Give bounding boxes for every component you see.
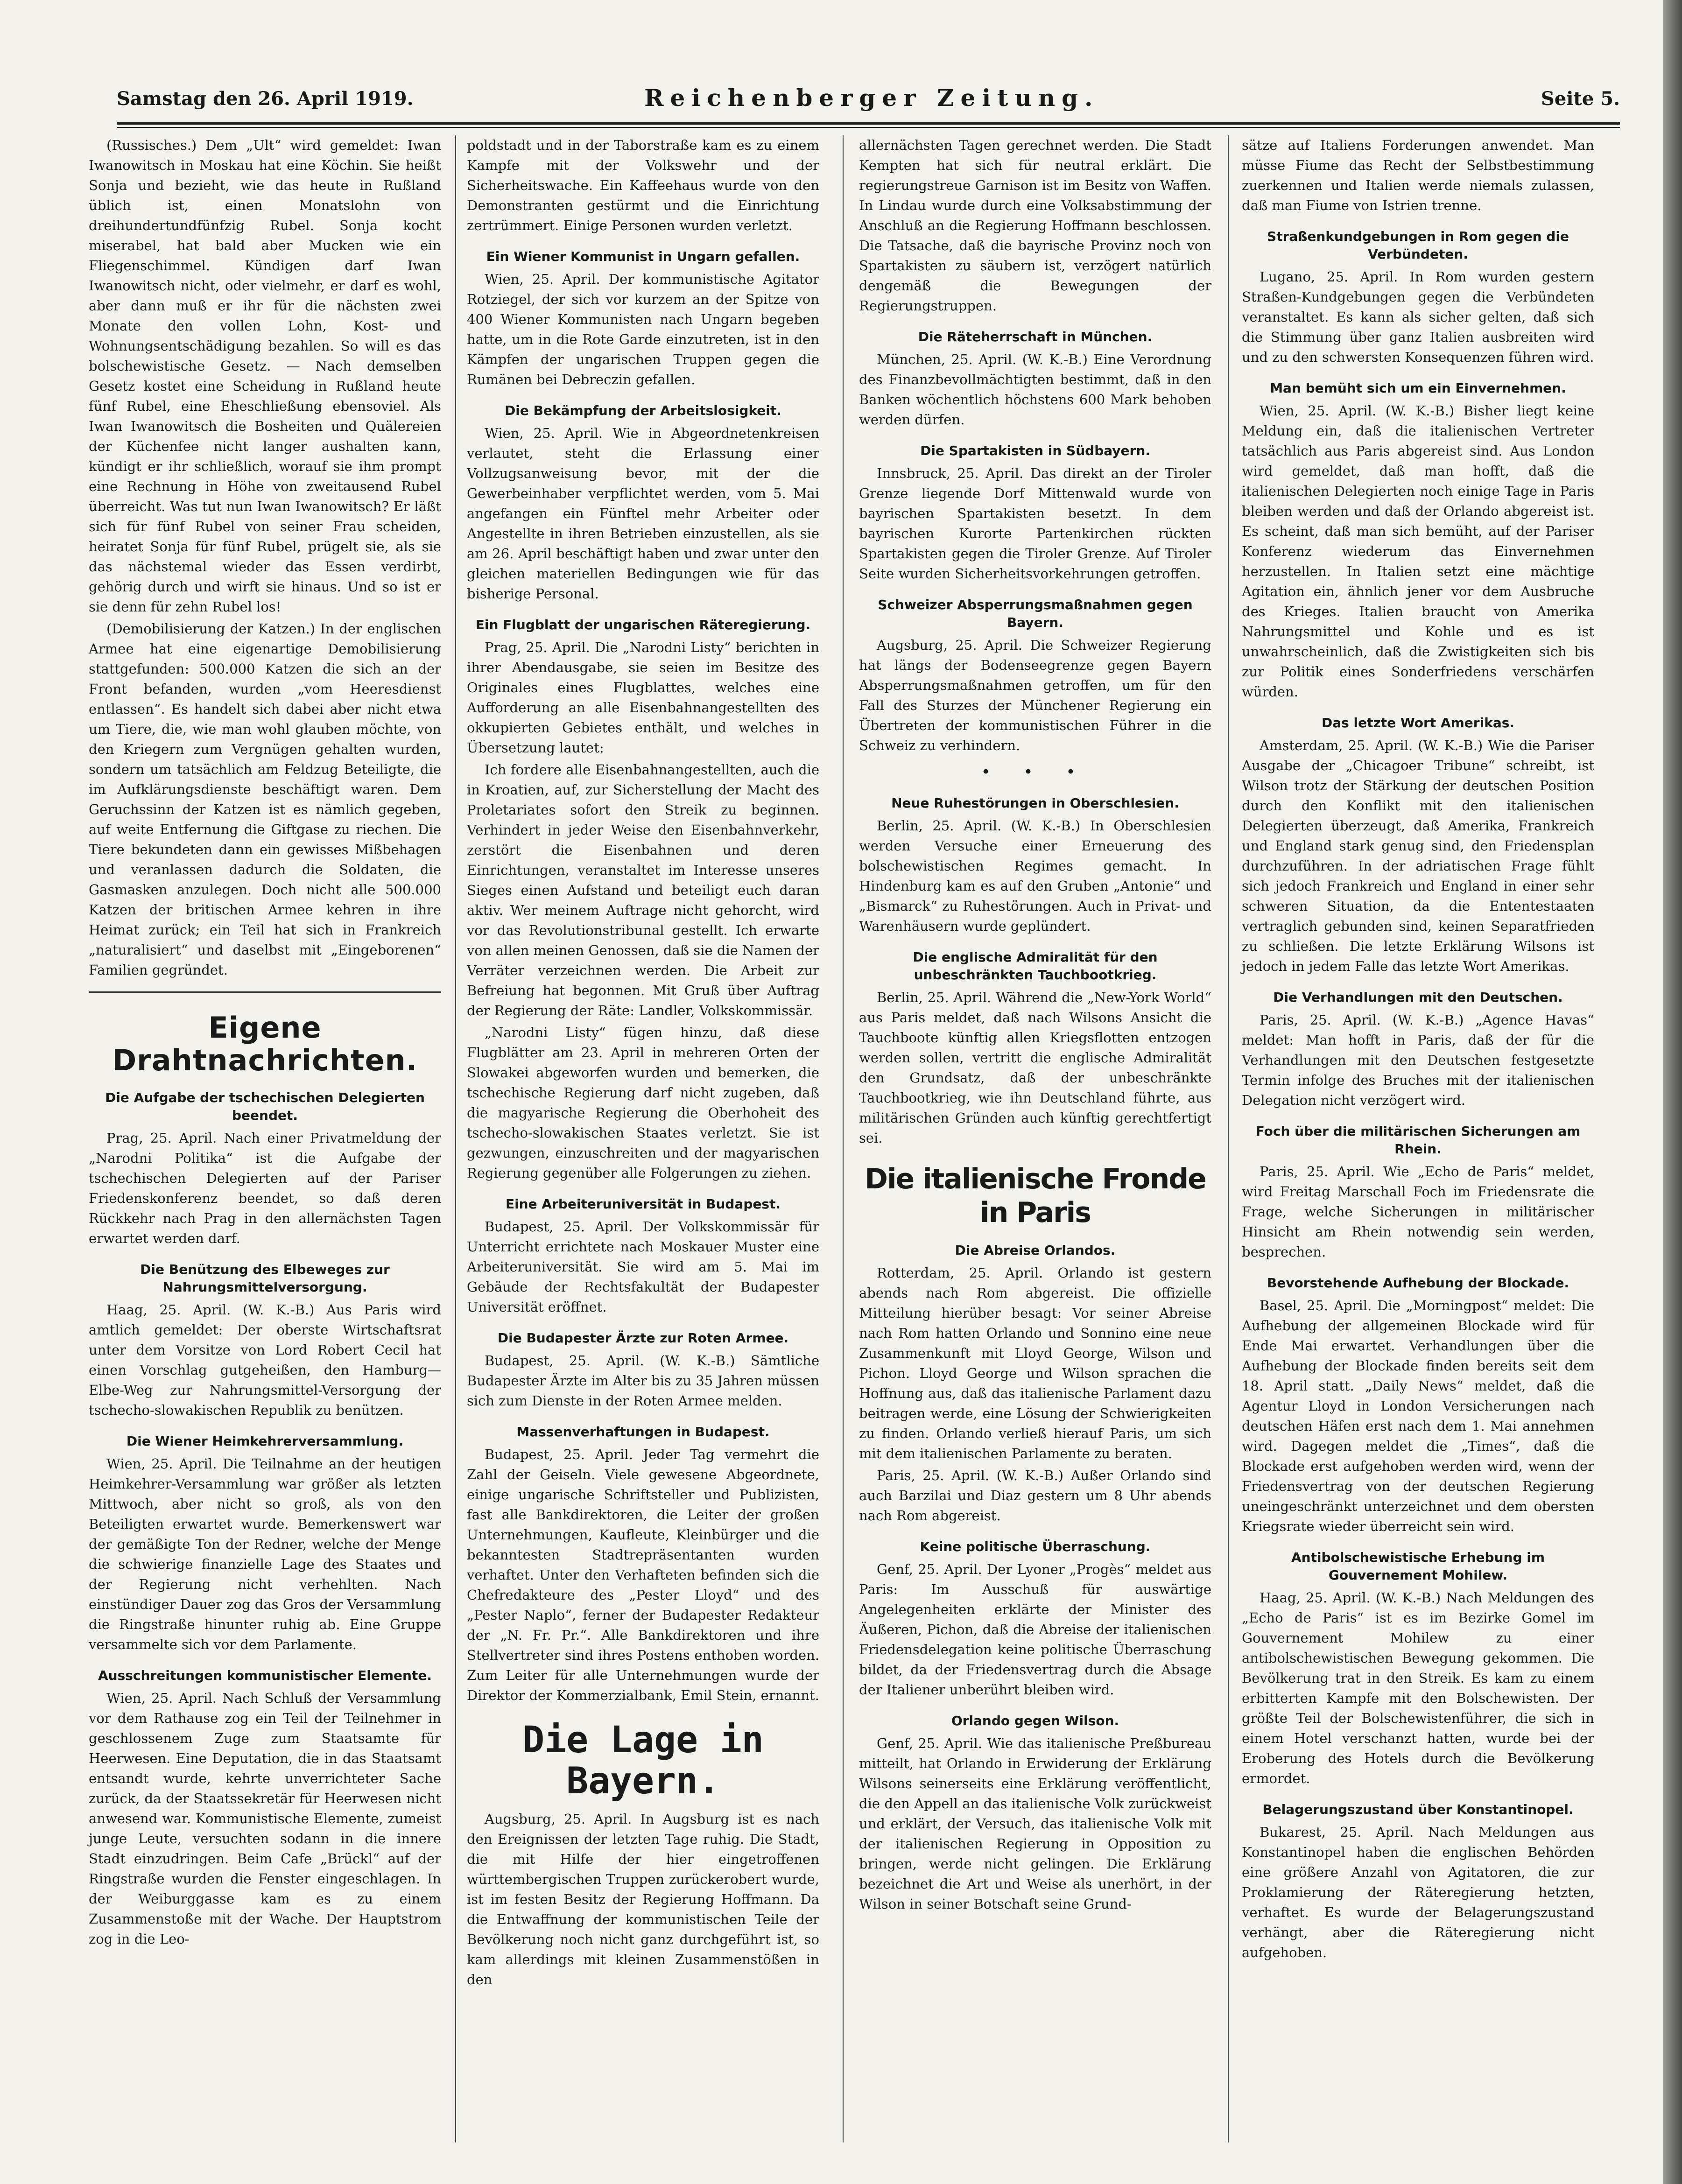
article-paragraph: Wien, 25. April. Die Teilnahme an der heutigen Heimkehrer-Versammlung war größer als letzten Mittwoch, aber nicht so groß, als von den Beteiligten erwartet wurde. Bemerkenswert war der gemäßigte Ton der Redner, welche der Menge die schwierige finanzielle Lage des Staates und der Regierung nicht verhehlten. Nach einstündiger Dauer zog das Gros der Versammlung die Ringstraße hinunter ruhig ab. Eine Gruppe versammelte sich vor dem Parlamente. bbox=[89, 1456, 441, 1652]
article-paragraph: Genf, 25. April. Der Lyoner „Progès“ meldet aus Paris: Im Ausschuß für auswärtige Angelegenheiten erklärte der Minister des Äußeren, Pichon, daß die Abreise der italienischen Friedensdelegation keine politische Überraschung bildet, da der Friedensvertrag durch die Absage der Italiener unberührt bleiben wird. bbox=[859, 1561, 1211, 1698]
article-paragraph: Paris, 25. April. Wie „Echo de Paris“ meldet, wird Freitag Marschall Foch im Friedensrate die Frage, welche Sicherungen in militärischer Hinsicht am Rhein notwendig sein werden, besprechen. bbox=[1242, 1164, 1594, 1260]
article-paragraph: Genf, 25. April. Wie das italienische Preßbureau mitteilt, hat Orlando in Erwiderung der Erklärung Wilsons seinerseits eine Erklärung veröffentlicht, die den Appell an das italienische Volk zurückweist und erklärt, der Versuch, das italienische Volk mit der italienischen Regierung in Opposition zu bringen, werde nicht gelingen. Die Erklärung bezeichnet die Art und Weise als unerhört, in der Wilson in seiner Botschaft seine Grund- bbox=[859, 1735, 1211, 1912]
page-number: Seite 5. bbox=[1541, 88, 1620, 110]
article-headline: Die Benützung des Elbeweges zur Nahrungsmittelversorgung. bbox=[140, 1262, 390, 1295]
page-header bbox=[117, 79, 1620, 117]
article-paragraph: Wien, 25. April. Wie in Abgeordnetenkreisen verlautet, steht die Erlassung einer Vollzugsanweisung bevor, mit der die Gewerbeinhaber verpflichtet werden, vom 5. Mai angefangen ein Fünftel mehr Arbeiter oder Angestellte in ihren Betrieben einzustellen, als sie am 26. April beschäftigt haben und zwar unter den gleichen materiellen Bedingungen wie für das bisherige Personal. bbox=[467, 425, 819, 602]
article-paragraph: Basel, 25. April. Die „Morningpost“ meldet: Die Aufhebung der allgemeinen Blockade wird für Ende Mai erwartet. Verhandlungen über die Aufhebung der Blockade finden bereits seit dem 18. April statt. „Daily News“ meldet, daß die Agentur Lloyd in London Versicherungen nach deutschen Häfen erst nach dem 1. Mai annehmen wird. Dagegen meldet die „Times“, daß die Blockade erst aufgehoben werden wird, wenn der Friedensvertrag von der deutschen Regierung uneingeschränkt unterzeichnet und dem obersten Kriegsrate wieder überreicht sein wird. bbox=[1242, 1298, 1594, 1534]
article-paragraph: Bukarest, 25. April. Nach Meldungen aus Konstantinopel haben die englischen Behörden eine größere Anzahl von Agitatoren, die zur Proklamierung der Räteregierung hetzten, verhaftet. Es wurde der Belagerungszustand verhängt, aber die Räteregierung nicht aufgehoben. bbox=[1242, 1824, 1594, 1960]
article-paragraph: Budapest, 25. April. (W. K.-B.) Sämtliche Budapester Ärzte im Alter bis zu 35 Jahren müssen sich zum Dienste in der Roten Armee melden. bbox=[467, 1353, 819, 1409]
article-paragraph: Wien, 25. April. Nach Schluß der Versammlung vor dem Rathause zog ein Teil der Teilnehmer in geschlossenem Zuge zum Staatsamte für Heerwesen. Eine Deputation, die in das Staatsamt entsandt wurde, kehrte unverrichteter Sache zurück, da der Staatssekretär für Heerwesen nicht anwesend war. Kommunistische Elemente, zumeist junge Leute, versuchten sodann in die innere Stadt einzudringen. Beim Cafe „Brückl“ auf der Ringstraße wurden die Fenster eingeschlagen. In der Weiburggasse kam es zu einem Zusammenstoße mit der Wache. Der Hauptstrom zog in die Leo- bbox=[89, 1690, 441, 1947]
article-headline: Man bemüht sich um ein Einvernehmen. bbox=[1270, 380, 1566, 396]
article-paragraph: Budapest, 25. April. Der Volkskommissär für Unterricht errichtete nach Moskauer Muster eine Arbeiteruniversität. Sie wird am 5. Mai im Gebäude der Rechtsfakultät der Budapester Universität eröffnet. bbox=[467, 1219, 819, 1315]
article-headline: Die Spartakisten in Südbayern. bbox=[920, 443, 1150, 458]
article-paragraph: Prag, 25. April. Die „Narodni Listy“ berichten in ihrer Abendausgabe, sie seien im Besitze des Originales eines Flugblattes, welches eine Aufforderung an alle Eisenbahnangestellten des okkupierten Gebietes enthält, und welches in Übersetzung lautet: bbox=[467, 639, 819, 756]
article-paragraph: Wien, 25. April. (W. K.-B.) Bisher liegt keine Meldung ein, daß die italienischen Vertreter tatsächlich aus Paris abgereist sind. Aus London wird gemeldet, daß man hofft, daß die italienischen Delegierten noch einige Tage in Paris bleiben werden und daß der Orlando abgereist ist. Es scheint, daß man sich bemüht, auf der Pariser Konferenz wiederum das Einvernehmen herzustellen. In Italien setzt eine mächtige Agitation ein, ähnlich jener vor dem Ausbruche des Krieges. Italien braucht von Amerika Nahrungsmittel und Kohle und es ist unwahrscheinlich, daß die Zwistigkeiten sich bis zur Politik eines Sonderfriedens verschärfen würden. bbox=[1242, 403, 1594, 700]
article-paragraph: Haag, 25. April. (W. K.-B.) Aus Paris wird amtlich gemeldet: Der oberste Wirtschaftsrat unter dem Vorsitze von Lord Robert Cecil hat einen Vorschlag gutgeheißen, den Hamburg—Elbe-Weg zur Nahrungsmittel-Versorgung der tschecho-slowakischen Republik zu benützen. bbox=[89, 1302, 441, 1418]
article-headline: Eine Arbeiteruniversität in Budapest. bbox=[505, 1196, 781, 1212]
article-headline: Neue Ruhestörungen in Oberschlesien. bbox=[891, 795, 1179, 811]
article-headline: Belagerungszustand über Konstantinopel. bbox=[1262, 1802, 1574, 1817]
article-headline: Die Aufgabe der tschechischen Delegierten beendet. bbox=[105, 1090, 425, 1123]
article-paragraph: Augsburg, 25. April. Die Schweizer Regierung hat längs der Bodenseegrenze gegen Bayern Absperrungsmaßnahmen getroffen, um für den Fall des Sturzes der Münchener Regierung ein Übertreten der kommunistischen Führer in die Schweiz zu verhindern. bbox=[859, 637, 1211, 753]
article-headline: Straßenkundgebungen in Rom gegen die Verbündeten. bbox=[1267, 229, 1569, 262]
article-paragraph: Augsburg, 25. April. In Augsburg ist es nach den Ereignissen der letzten Tage ruhig. Die Stadt, die mit Hilfe der hier eingetroffenen württembergischen Truppen zurückerobert wurde, ist im festen Besitz der Regierung Hoffmann. Da die Entwaffnung der kommunistischen Teile der Bevölkerung noch nicht ganz durchgeführt ist, so kam allerdings mit kleinen Zusammenstößen in den bbox=[467, 1811, 819, 1987]
article-paragraph: Haag, 25. April. (W. K.-B.) Nach Meldungen des „Echo de Paris“ ist es im Bezirke Gomel im Gouvernement Mohilew zu einer antibolschewistischen Bewegung gekommen. Die Bevölkerung trat in den Streik. Es kam zu einem erbitterten Kampfe mit den Bolschewisten. Der größte Teil der Bolschewistenführer, die sich in einem Hotel verschanzt hatten, wurde bei der Eroberung des Hotels durch die Bevölkerung ermordet. bbox=[1242, 1590, 1594, 1786]
article-headline: Die englische Admiralität für den unbeschränkten Tauchbootkrieg. bbox=[913, 949, 1158, 983]
article-paragraph: Wien, 25. April. Der kommunistische Agitator Rotziegel, der sich vor kurzem an der Spitze von 400 Wiener Kommunisten nach Ungarn begeben hatte, um in die Rote Garde einzutreten, ist in den Kämpfen der ungarischen Truppen gegen die Rumänen bei Debreczin gefallen. bbox=[467, 271, 819, 387]
article-paragraph: Paris, 25. April. (W. K.-B.) „Agence Havas“ meldet: Man hofft in Paris, daß der für die Verhandlungen mit den Deutschen festgesetzte Termin infolge des Bruches mit der italienischen Delegation nicht verzögert wird. bbox=[1242, 1012, 1594, 1108]
feature-headline: Die italienische Fronde in Paris bbox=[865, 1163, 1206, 1229]
article-paragraph: Lugano, 25. April. In Rom wurden gestern Straßen-Kundgebungen gegen die Verbündeten veranstaltet. Es kann als sicher gelten, daß sich die Stimmung über ganz Italien ausbreiten wird und zu den schwersten Konsequenzen führen wird. bbox=[1242, 269, 1594, 365]
article-headline: Die Abreise Orlandos. bbox=[955, 1243, 1116, 1258]
header-rule bbox=[117, 122, 1620, 125]
column-divider bbox=[1228, 135, 1229, 2142]
article-headline: Bevorstehende Aufhebung der Blockade. bbox=[1267, 1275, 1569, 1291]
article-headline: Die Bekämpfung der Arbeitslosigkeit. bbox=[505, 403, 781, 418]
article-headline: Die Räteherrschaft in München. bbox=[918, 329, 1153, 344]
article-headline: Das letzte Wort Amerikas. bbox=[1321, 715, 1515, 730]
issue-date: Samstag den 26. April 1919. bbox=[117, 88, 414, 110]
scan-edge-shadow bbox=[1663, 0, 1682, 2184]
article-paragraph: poldstadt und in der Taborstraße kam es zu einem Kampfe mit der Volkswehr und der Sicherheitswache. Ein Kaffeehaus wurde von den Demonstranten gestürmt und die Einrichtung zertrümmert. Einige Personen wurden verletzt. bbox=[467, 137, 819, 233]
article-headline: Ausschreitungen kommunistischer Elemente. bbox=[98, 1668, 432, 1683]
article-paragraph: Amsterdam, 25. April. (W. K.-B.) Wie die Pariser Ausgabe der „Chicagoer Tribune“ schreibt, ist Wilson trotz der Stärkung der deutschen Position durch den Konflikt mit den italienischen Delegierten überzeugt, daß Amerika, Frankreich und England stark genug sind, den Friedensplan durchzuführen. In der adriatischen Frage fühlt sich jedoch Frankreich und England in einer sehr schweren Situation, da die Ententestaaten vertraglich gebunden sind, keinen Separatfrieden zu schließen. Die letzte Erklärung Wilsons ist jedoch in jedem Falle das letzte Wort Amerikas. bbox=[1242, 737, 1594, 974]
header-rule-thin bbox=[117, 127, 1620, 128]
column-1 bbox=[89, 135, 441, 1947]
article-paragraph: Berlin, 25. April. Während die „New-York World“ aus Paris meldet, daß nach Wilsons Ansicht die Tauchboote künftig allen Kriegsflotten entzogen werden sollen, vertritt die englische Admiralität den Grundsatz, daß der unbeschränkte Tauchbootkrieg, wie ihn Deutschland führte, aus militärischen Gründen auch künftig gerechtfertigt sei. bbox=[859, 990, 1211, 1146]
article-paragraph: Budapest, 25. April. Jeder Tag vermehrt die Zahl der Geiseln. Viele gewesene Abgeordnete, einige ungarische Schriftsteller und Publizisten, fast alle Bankdirektoren, die Leiter der großen Unternehmungen, Kaufleute, Kleinbürger und die bekanntesten Stadtrepräsentanten wurden verhaftet. Unter den Verhafteten befinden sich die Chefredakteure des „Pester Lloyd“ und des „Pester Naplo“, ferner der Budapester Redakteur der „N. Fr. Pr.“. Alle Bankdirektoren und ihre Stellvertreter sind ihres Postens enthoben worden. Zum Leiter für alle Unternehmungen wurde der Direktor der Kommerzialbank, Emil Stein, ernannt. bbox=[467, 1447, 819, 1703]
article-headline: Orlando gegen Wilson. bbox=[951, 1713, 1119, 1728]
article-headline: Massenverhaftungen in Budapest. bbox=[516, 1424, 770, 1440]
column-2 bbox=[467, 135, 819, 2142]
column-divider bbox=[843, 135, 844, 2142]
section-divider bbox=[89, 991, 441, 993]
section-title: Eigene Drahtnachrichten. bbox=[112, 1011, 418, 1077]
article-paragraph: (Russisches.) Dem „Ult“ wird gemeldet: Iwan Iwanowitsch in Moskau hat eine Köchin. Sie heißt Sonja und bezieht, wie das heute in Rußland üblich ist, einen Monatslohn von dreihundertundfünfzig Rubel. Sonja kocht miserabel, hat bald aber Mucken wie ein Fliegenschimmel. Kündigen darf Iwan Iwanowitsch nicht, oder vielmehr, er darf es wohl, aber dann muß er ihr für die nächsten zwei Monate den vollen Lohn, Kost- und Wohnungsentschädigung bezahlen. So will es das bolschewistische Gesetz. — Nach demselben Gesetz kostet eine Scheidung in Rußland heute fünf Rubel, eine Eheschließung ebensoviel. Als Iwan Iwanowitsch die Bosheiten und Quälereien der Küchenfee nicht langer aushalten kann, kündigt er ihr schließlich, worauf sie ihm prompt eine Rechnung in Höhe von zweitausend Rubel überreicht. Was tut nun Iwan Iwanowitsch? Er läßt sich für fünf Rubel von seiner Frau scheiden, heiratet Sonja für fünf Rubel, prügelt sie, als sie das nächstemal wieder das Essen verdirbt, gehörig durch und wirft sie hinaus. Und so ist er sie denn für zehn Rubel los! bbox=[89, 137, 441, 615]
article-headline: Die Budapester Ärzte zur Roten Armee. bbox=[497, 1330, 789, 1346]
article-paragraph: (Demobilisierung der Katzen.) In der englischen Armee hat eine eigenartige Demobilisierung stattgefunden: 500.000 Katzen die sich an der Front befanden, wurden „vom Heeresdienst entlassen“. Es handelt sich dabei aber nicht etwa um Tiere, die, wie man wohl glauben möchte, von den Kriegern zum Vergnügen gehalten wurden, sondern um tatsächlich am Feldzug Beteiligte, die im Aufklärungsdienste beschäftigt waren. Dem Geruchssinn der Katzen ist es nämlich gegeben, auf weite Entfernung die Giftgase zu riechen. Die Tiere bekundeten dann ein gewisses Mißbehagen und veranlassen dadurch die Soldaten, die Gasmasken anzulegen. Doch nicht alle 500.000 Katzen der britischen Armee kehren in ihre Heimat zurück; ein Teil hat sich in Frankreich „naturalisiert“ und daselbst mit „Eingeborenen“ Familien gegründet. bbox=[89, 621, 441, 978]
article-paragraph: sätze auf Italiens Forderungen anwendet. Man müsse Fiume das Recht der Selbstbestimmung zuerkennen und Italien werde niemals zulassen, daß man Fiume von Istrien trenne. bbox=[1242, 137, 1594, 213]
article-paragraph: Paris, 25. April. (W. K.-B.) Außer Orlando sind auch Barzilai und Diaz gestern um 8 Uhr abends nach Rom abgereist. bbox=[859, 1468, 1211, 1524]
article-headline: Die Wiener Heimkehrerversammlung. bbox=[126, 1433, 404, 1449]
column-divider bbox=[455, 135, 456, 2142]
article-paragraph: Ich fordere alle Eisenbahnangestellten, auch die in Kroatien, auf, zur Sicherstellung der Macht des Proletariates sofort den Streik zu beginnen. Verhindert in jeder Weise den Eisenbahnverkehr, zerstört die Eisenbahnen und deren Einrichtungen, veranstaltet im Interesse unseres Sieges einen Aufstand und beteiligt euch daran aktiv. Wer meinem Auftrage nicht gehorcht, wird vor das Revolutionstribunal gestellt. Ich erwarte von allen meinen Genossen, daß sie die Namen der Verräter verzeichnen werden. Die Arbeit zur Befreiung hat begonnen. Mit Gruß über Auftrag der Regierung der Räte: Landler, Volkskommissär. bbox=[467, 762, 819, 1018]
article-paragraph: Rotterdam, 25. April. Orlando ist gestern abends nach Rom abgereist. Die offizielle Mitteilung hierüber besagt: Vor seiner Abreise nach Rom hatten Orlando und Sonnino eine neue Zusammenkunft mit Lloyd George, Wilson und Pichon. Lloyd George und Wilson sprachen die Hoffnung aus, daß das italienische Parlament dazu beitragen werde, eine Lösung der Schwierigkeiten zu finden. Orlando verließ hierauf Paris, um sich mit dem italienischen Parlamente zu beraten. bbox=[859, 1265, 1211, 1461]
article-paragraph: Prag, 25. April. Nach einer Privatmeldung der „Narodni Politika“ ist die Aufgabe der tschechischen Delegierten auf der Pariser Friedenskonferenz beendet, so daß deren Rückkehr nach Prag in den allernächsten Tagen erwartet werden darf. bbox=[89, 1130, 441, 1246]
article-headline: Keine politische Überraschung. bbox=[920, 1539, 1151, 1554]
column-4 bbox=[1242, 135, 1594, 1960]
column-3 bbox=[859, 135, 1211, 1912]
section-dots: • • • bbox=[981, 763, 1090, 781]
article-paragraph: München, 25. April. (W. K.-B.) Eine Verordnung des Finanzbevollmächtigten bestimmt, daß in den Banken wöchentlich höchstens 600 Mark behoben werden dürfen. bbox=[859, 351, 1211, 428]
article-paragraph: Berlin, 25. April. (W. K.-B.) In Oberschlesien werden Versuche einer Erneuerung des bolschewistischen Regimes gemacht. In Hindenburg kam es auf den Gruben „Antonie“ und „Bismarck“ zu Ruhestörungen. Auch in Privat- und Warenhäusern wurde geplündert. bbox=[859, 818, 1211, 934]
article-headline: Schweizer Absperrungsmaßnahmen gegen Bayern. bbox=[878, 597, 1193, 630]
article-paragraph: allernächsten Tagen gerechnet werden. Die Stadt Kempten hat sich für neutral erklärt. Die regierungstreue Garnison ist im Besitz von Waffen. In Lindau wurde durch eine Volksabstimmung der Anschluß an die Regierung Hoffmann beschlossen. Die Tatsache, daß die bayrische Provinz noch von Spartakisten zu säubern ist, verzögert natürlich dengemäß die Bewegungen der Regierungstruppen. bbox=[859, 137, 1211, 314]
article-paragraph: „Narodni Listy“ fügen hinzu, daß diese Flugblätter am 23. April in mehreren Orten der Slowakei abgeworfen wurden und bemerken, die tschechische Regierung darf nicht zugeben, daß die magyarische Regierung die Oberhoheit des tschecho-slowakischen Staates verletzt. Sie ist gezwungen, einzuschreiten und der magyarischen Regierung gegenüber alle Folgerungen zu ziehen. bbox=[467, 1025, 819, 1181]
newspaper-title: Reichenberger Zeitung. bbox=[644, 84, 1099, 112]
article-headline: Antibolschewistische Erhebung im Gouvernement Mohilew. bbox=[1291, 1550, 1545, 1583]
article-headline: Ein Flugblatt der ungarischen Räteregierung. bbox=[475, 617, 811, 632]
article-headline: Die Verhandlungen mit den Deutschen. bbox=[1273, 990, 1563, 1005]
feature-headline: Die Lage in Bayern. bbox=[522, 1719, 764, 1802]
article-headline: Foch über die militärischen Sicherungen am Rhein. bbox=[1255, 1124, 1581, 1157]
article-headline: Ein Wiener Kommunist in Ungarn gefallen. bbox=[486, 249, 800, 264]
article-paragraph: Innsbruck, 25. April. Das direkt an der Tiroler Grenze liegende Dorf Mittenwald wurde von bayrischen Spartakisten besetzt. In dem bayrischen Kurorte Partenkirchen rückten Spartakisten gegen die Tiroler Grenze. Auf Tiroler Seite wurden Sicherheitsvorkehrungen getroffen. bbox=[859, 465, 1211, 582]
